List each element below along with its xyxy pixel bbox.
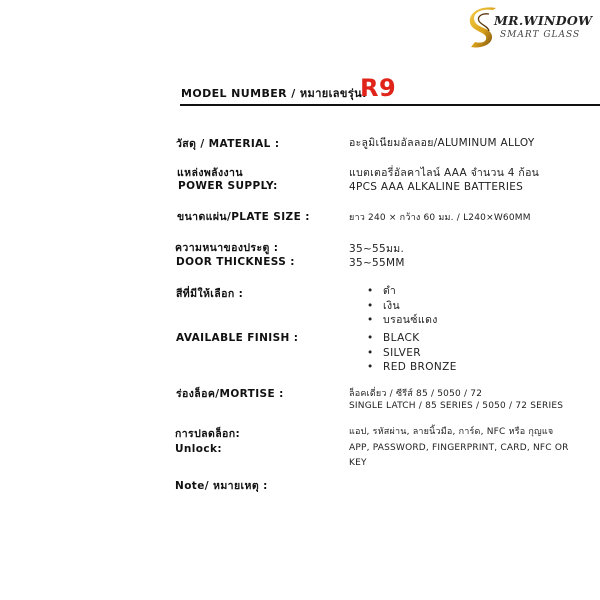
door-thickness-label-th: ความหนาของประตู :: [175, 242, 279, 254]
mortise-label: ร่องล็อค/MORTISE :: [176, 388, 284, 400]
logo-name: MR.WINDOW: [494, 13, 593, 28]
mortise-value-en: SINGLE LATCH / 85 SERIES / 5050 / 72 SERIES: [349, 401, 564, 411]
finish-label-en: AVAILABLE FINISH :: [176, 332, 299, 344]
door-thickness-value-en: 35~55MM: [349, 257, 405, 269]
finish-option-en: • BLACK: [367, 331, 457, 346]
door-thickness-label-en: DOOR THICKNESS :: [176, 256, 295, 268]
logo-tagline: SMART GLASS: [500, 30, 581, 40]
plate-size-label: ขนาดแผ่น/PLATE SIZE :: [177, 211, 310, 223]
finish-list-en: [367, 331, 457, 375]
brand-logo: [466, 6, 594, 52]
model-number-label: MODEL NUMBER / หมายเลขรุ่น:: [181, 87, 367, 100]
material-value: อะลูมิเนียมอัลลอย/ALUMINUM ALLOY: [349, 137, 535, 149]
model-number-value: R9: [360, 74, 397, 102]
door-thickness-value-th: 35~55มม.: [349, 243, 405, 255]
finish-option-th: • เงิน: [367, 299, 438, 314]
finish-option-th: • ดำ: [367, 284, 438, 299]
unlock-label-en: Unlock:: [175, 443, 223, 455]
power-supply-label-en: POWER SUPPLY:: [178, 180, 278, 192]
unlock-label-th: การปลดล็อก:: [175, 428, 241, 440]
finish-label-th: สีที่มีให้เลือก :: [176, 288, 244, 300]
finish-option-en: • RED BRONZE: [367, 360, 457, 375]
unlock-value-en-1: APP, PASSWORD, FINGERPRINT, CARD, NFC OR: [349, 443, 569, 453]
power-supply-value-en: 4PCS AAA ALKALINE BATTERIES: [349, 181, 524, 193]
finish-option-th: • บรอนซ์แดง: [367, 313, 438, 328]
header-divider: [180, 104, 600, 106]
finish-option-en: • SILVER: [367, 346, 457, 361]
material-label: วัสดุ / MATERIAL :: [176, 138, 280, 150]
plate-size-value: ยาว 240 × กว้าง 60 มม. / L240×W60MM: [349, 213, 531, 223]
power-supply-label-th: แหล่งพลังงาน: [177, 167, 243, 179]
mortise-value-th: ล็อคเดี่ยว / ซีรีส์ 85 / 5050 / 72: [349, 389, 483, 399]
unlock-value-en-2: KEY: [349, 458, 367, 468]
note-label: Note/ หมายเหตุ :: [175, 480, 268, 492]
power-supply-value-th: แบตเตอรี่อัลคาไลน์ AAA จำนวน 4 ก้อน: [349, 167, 540, 179]
unlock-value-th: แอป, รหัสผ่าน, ลายนิ้วมือ, การ์ด, NFC หรือ กุญแจ: [349, 427, 554, 437]
finish-list-th: [367, 284, 438, 328]
